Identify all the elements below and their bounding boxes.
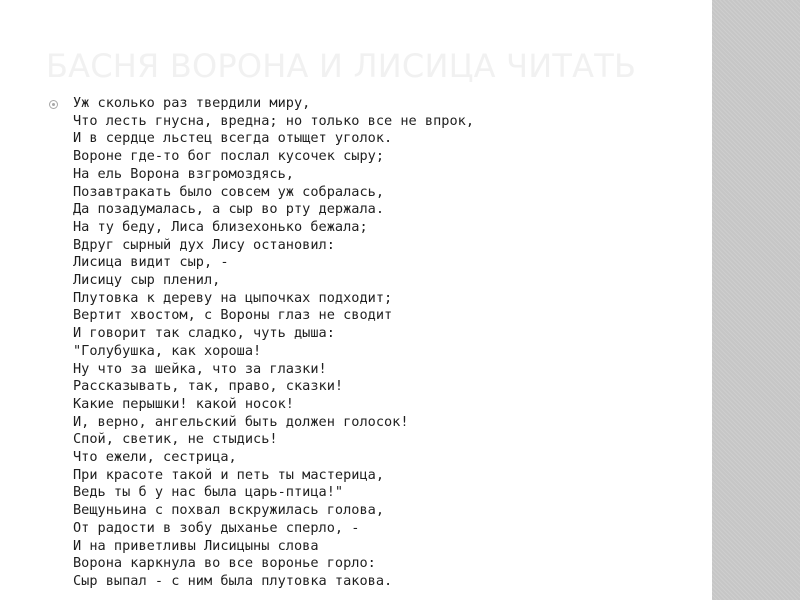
slide-title: БАСНЯ ВОРОНА И ЛИСИЦА ЧИТАТЬ (46, 47, 637, 85)
poem-line: Лисицу сыр пленил, (73, 272, 221, 289)
poem-line: Что ежели, сестрица, (73, 449, 237, 466)
poem-line: Ворона каркнула во все воронье горло: (73, 555, 376, 572)
poem-line: Сыр выпал - с ним была плутовка такова. (73, 572, 393, 589)
poem-line: Ведь ты б у нас была царь-птица!" (73, 484, 344, 501)
poem-line: Позавтракать было совсем уж собралась, (73, 183, 384, 200)
poem-line: Вороне где-то бог послал кусочек сыру; (73, 148, 384, 165)
poem-line: Вертит хвостом, с Вороны глаз не сводит (73, 307, 393, 324)
poem-line: Рассказывать, так, право, сказки! (73, 378, 344, 395)
poem-line: Какие перышки! какой носок! (73, 395, 294, 412)
poem-line: Ну что за шейка, что за глазки! (73, 360, 327, 377)
poem-line: Спой, светик, не стыдись! (73, 431, 278, 448)
poem-line: Да позадумалась, а сыр во рту держала. (73, 201, 384, 218)
poem-line: И, верно, ангельский быть должен голосок! (73, 413, 409, 430)
poem-line: На ту беду, Лиса близехонько бежала; (73, 218, 368, 235)
poem-line: Вещуньина с похвал вскружилась голова, (73, 502, 384, 519)
poem-line: И на приветливы Лисицыны слова (73, 537, 319, 554)
circle-bullet-icon (49, 100, 58, 109)
poem-line: На ель Ворона взгромоздясь, (73, 165, 294, 182)
poem-line: Плутовка к дереву на цыпочках подходит; (73, 289, 393, 306)
poem-line: И в сердце льстец всегда отыщет уголок. (73, 130, 393, 147)
poem-line: "Голубушка, как хороша! (73, 342, 262, 359)
poem-line: От радости в зобу дыханье сперло, - (73, 519, 360, 536)
poem-line: Что лесть гнусна, вредна; но только все не впрок, (73, 112, 475, 129)
poem-text (73, 95, 474, 591)
poem-line: И говорит так сладко, чуть дыша: (73, 325, 335, 342)
poem-line: Вдруг сырный дух Лису остановил: (73, 236, 335, 253)
side-decorative-panel (712, 0, 800, 600)
poem-line: При красоте такой и петь ты мастерица, (73, 466, 384, 483)
poem-line: Лисица видит сыр, - (73, 254, 229, 271)
poem-line: Уж сколько раз твердили миру, (73, 95, 311, 111)
